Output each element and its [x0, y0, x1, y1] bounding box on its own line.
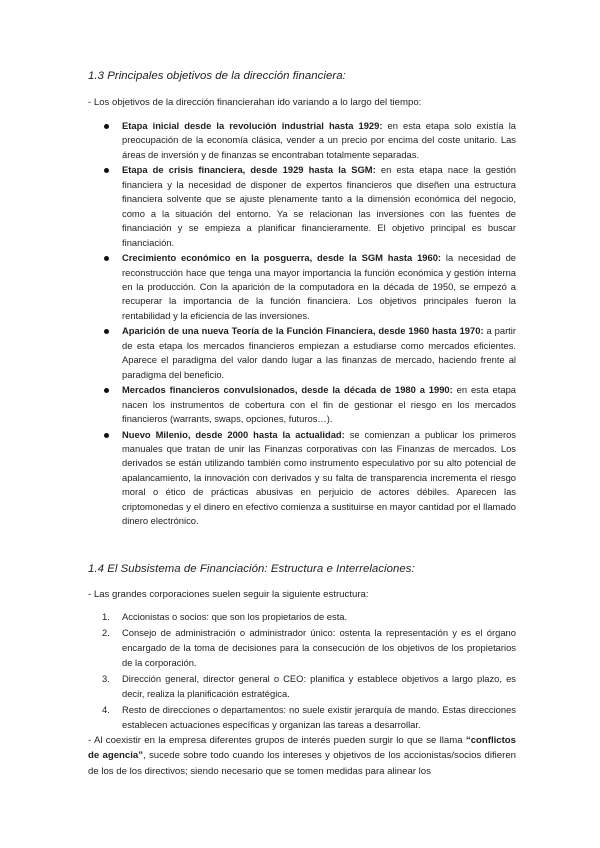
bullet-text: en esta etapa nace la gestión financiera y la necesidad de disponer de expertos financieros que diseñen una estructura financiera solvente que se ajuste plenamente tanto a la dimensión económica del negocio, como a la situación del entorno. Ya se relacionan las inversiones con las fuentes de financiación y se empieza a planificar financieramente. El objetivo principal es buscar financiación.: [122, 164, 517, 248]
bullet-dot-icon: [104, 256, 109, 261]
bullet-title: Mercados financieros convulsionados, desde la década de 1980 a 1990:: [122, 384, 453, 396]
bullet-dot-icon: [104, 329, 109, 334]
bullet-dot-icon: [104, 124, 109, 129]
closing-text-bold: “conflictos de agencia”: [88, 735, 516, 762]
bullet-dot-icon: [104, 168, 109, 173]
bullet-item: [88, 324, 516, 382]
numbered-item: [88, 671, 516, 701]
bullet-title: Etapa de crisis financiera, desde 1929 hasta la SGM:: [122, 164, 376, 176]
bullet-item: [88, 119, 516, 162]
bullet-text: se comienzan a publicar los primeros manuales que tratan de unir las Finanzas corporativas con las Finanzas de mercados. Los derivados se están utilizando también como instrumento especulativo por su alto potencial de apalancamiento, la innovación con derivados y su falta de transparencia incrementa el riesgo moral o ético de prácticas abusivas en perjuicio de actores débiles. Aparecen las criptomonedas y el dinero en efectivo comienza a sustituirse en mayor cantidad por el llamado dinero electrónico.: [122, 428, 516, 527]
bullet-text: a partir de esta etapa los mercados financieros empiezan a estudiarse como mercados eficientes. Aparece el paradigma del valor dando lugar a las finanzas de mercado, haciendo frente al paradigma del beneficio.: [122, 325, 516, 380]
item-text: Resto de direcciones o departamentos: no suele existir jerarquía de mando. Estas direcciones establecen actuaciones específicas y organizan las tareas a desarrollar.: [122, 704, 516, 731]
closing-text-before: - Al coexistir en la empresa diferentes grupos de interés pueden surgir lo que se llama: [88, 735, 466, 746]
bullet-item: [88, 251, 516, 323]
closing-text-after: , sucede sobre todo cuando los intereses y objetivos de los accionistas/socios difieren de los de los directivos; siendo necesario que se tomen medidas para alinear los: [88, 750, 516, 777]
item-number: 1.: [102, 611, 110, 622]
bullet-dot-icon: [104, 388, 109, 393]
section-intro-1-4: - Las grandes corporaciones suelen seguir la siguiente estructura:: [88, 589, 369, 600]
bullet-text: en esta etapa solo existía la preocupación de la economía clásica, vender a un precio por encima del coste unitario. Las áreas de inversión y de finanzas se encontraban totalmente separadas.: [122, 120, 516, 160]
bullet-text: la necesidad de reconstrucción hace que tenga una mayor importancia la función económica y gestión interna en la producción. Con la aparición de la computadora en la década de 1950, se empezó a recuperar la importancia de la función financiera. Los objetivos principales fueron la rentabilidad y la eficiencia de las inversiones.: [122, 252, 517, 321]
objectives-bullet-list: [88, 119, 516, 530]
bullet-item: [88, 428, 516, 529]
bullet-item: [88, 163, 516, 250]
item-number: 2.: [102, 626, 110, 638]
numbered-item: [88, 609, 516, 624]
item-number: 3.: [102, 673, 110, 684]
bullet-title: Etapa inicial desde la revolución industrial hasta 1929:: [122, 120, 383, 131]
bullet-dot-icon: [104, 433, 109, 438]
bullet-title: Crecimiento económico en la posguerra, desde la SGM hasta 1960:: [122, 252, 442, 264]
bullet-item: [88, 383, 516, 426]
bullet-title: Nuevo Milenio, desde 2000 hasta la actualidad:: [122, 428, 345, 440]
item-text: Accionistas o socios: que son los propietarios de esta.: [122, 611, 348, 622]
section-heading-1-3: 1.3 Principales objetivos de la dirección financiera:: [88, 70, 346, 82]
bullet-title: Aparición de una nueva Teoría de la Función Financiera, desde 1960 hasta 1970:: [122, 325, 484, 337]
item-text: Dirección general, director general o CEO: planifica y establece objetivos a largo plazo, es decir, realiza la planificación estratégica.: [122, 673, 516, 700]
section-heading-1-4: 1.4 El Subsistema de Financiación: Estructura e Interrelaciones:: [88, 563, 415, 575]
numbered-item: [88, 702, 516, 732]
bullet-text: en esta etapa nacen los instrumentos de cobertura con el fin de gestionar el riesgo en los mercados financieros (warrants, swaps, opciones, futuros…).: [122, 384, 516, 425]
item-number: 4.: [102, 704, 110, 715]
numbered-item: [88, 625, 516, 671]
closing-paragraph: [88, 733, 516, 779]
structure-numbered-list: [88, 609, 516, 733]
section-intro-1-3: - Los objetivos de la dirección financierahan ido variando a lo largo del tiempo:: [88, 97, 422, 108]
item-text: Consejo de administración o administrador único: ostenta la representación y es el órgano encargado de la toma de decisiones para la consecución de los objetivos de los propietarios de la corporación.: [122, 626, 516, 669]
